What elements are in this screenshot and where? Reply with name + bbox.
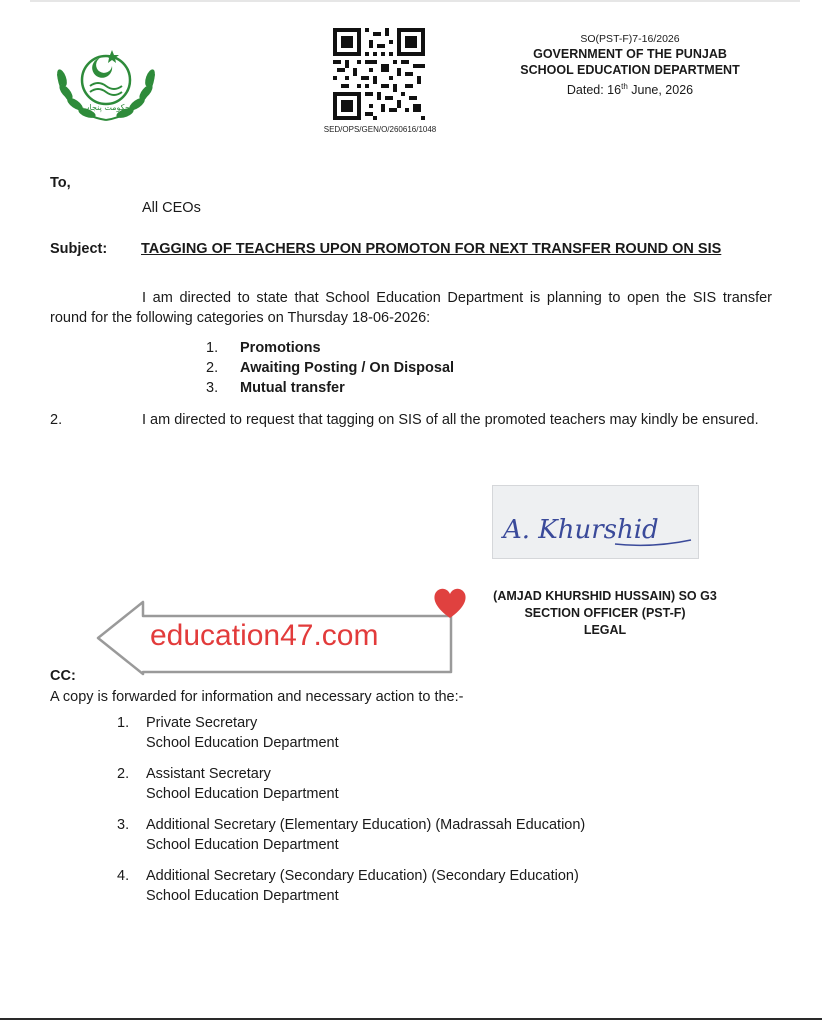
heart-icon	[432, 586, 468, 620]
paragraph-2: I am directed to request that tagging on SIS of all the promoted teachers may kindly be ensured.	[142, 412, 759, 428]
signature-image	[492, 485, 699, 559]
watermark-text[interactable]: education47.com	[150, 619, 379, 652]
signatory-block	[462, 588, 748, 639]
file-reference: SO(PST-F)7-16/2026	[580, 33, 680, 45]
paragraph-2-number: 2.	[50, 412, 63, 428]
list-item: 2. Awaiting Posting / On Disposal	[206, 360, 455, 376]
list-item: 1. Private Secretary School Education Department	[117, 715, 339, 751]
paragraph-1: I am directed to state that School Education Department is planning to open the SIS transfer round for the following categories on Thursday 18-06-2026:	[50, 290, 772, 326]
categories-list	[206, 338, 454, 398]
signatory-title: SECTION OFFICER (PST-F)	[524, 606, 686, 620]
list-item: 3. Mutual transfer	[206, 380, 345, 396]
signatory-name: (AMJAD KHURSHID HUSSAIN) SO G3	[493, 589, 717, 603]
punjab-emblem-icon	[50, 36, 162, 126]
to-label: To,	[50, 175, 71, 191]
bottom-divider	[0, 1018, 822, 1020]
top-divider	[30, 0, 800, 2]
qr-code-icon[interactable]	[333, 28, 425, 120]
recipient: All CEOs	[142, 200, 201, 216]
cc-intro: A copy is forwarded for information and necessary action to the:-	[50, 689, 464, 705]
list-item: 2. Assistant Secretary School Education Department	[117, 766, 339, 802]
government-title: GOVERNMENT OF THE PUNJAB	[533, 47, 727, 61]
list-item: 1. Promotions	[206, 340, 321, 356]
subject-text: TAGGING OF TEACHERS UPON PROMOTON FOR NEXT TRANSFER ROUND ON SIS	[141, 241, 722, 257]
list-item: 3. Additional Secretary (Elementary Education) (Madrassah Education) School Education Department	[117, 817, 586, 853]
qr-reference-code: SED/OPS/GEN/O/260616/1048	[323, 125, 437, 134]
svg-text:A. Khurshid: A. Khurshid	[503, 515, 659, 545]
letter-date: Dated: 16th June, 2026	[566, 82, 694, 98]
cc-list	[117, 713, 585, 917]
cc-label: CC:	[50, 668, 76, 684]
list-item: 4. Additional Secretary (Secondary Education) (Secondary Education) School Education Department	[117, 868, 579, 904]
signatory-section: LEGAL	[583, 623, 627, 637]
subject-label: Subject:	[50, 241, 108, 257]
letterhead	[490, 32, 770, 99]
department-title: SCHOOL EDUCATION DEPARTMENT	[520, 63, 740, 77]
svg-text:حکومت پنجاب: حکومت پنجاب	[82, 103, 130, 112]
